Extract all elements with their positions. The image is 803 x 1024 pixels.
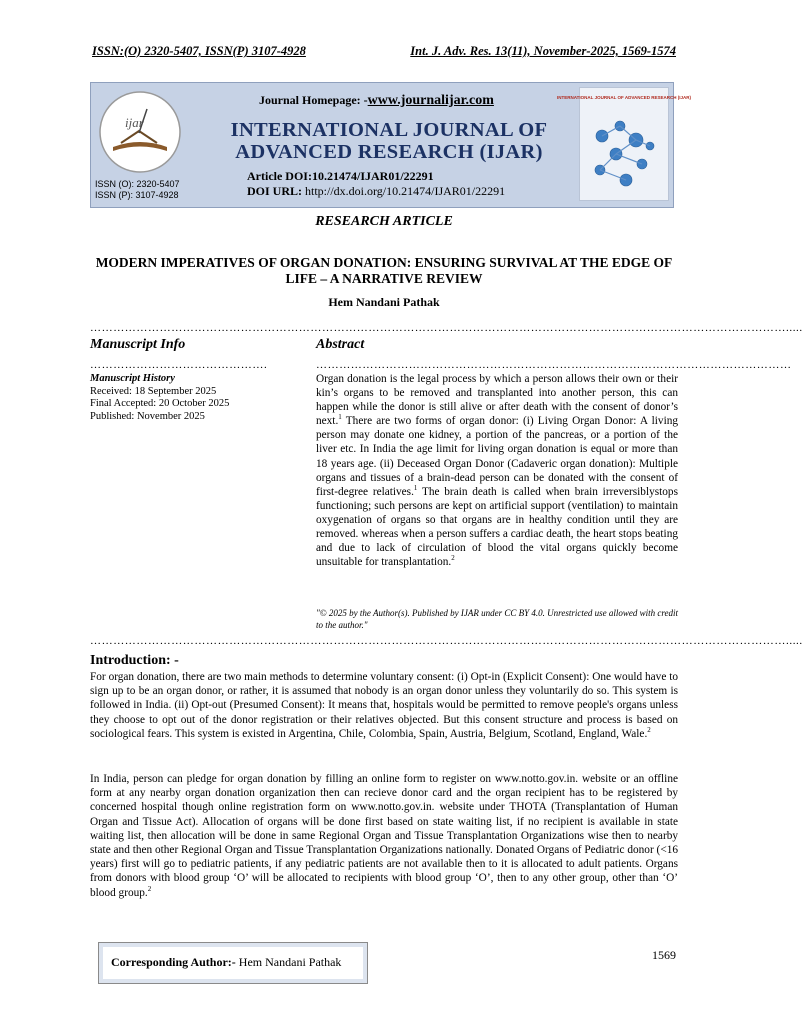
page-number: 1569 [652,948,676,962]
corr-name: Hem Nandani Pathak [235,955,342,969]
abstract-part2: There are two forms of organ donor: (i) Living Organ Donor: A living person may donate one kidney, a portion of the pancreas, or a portion of the liver etc. In India the age limit for living organ donation is equal or more than 18 years age. (ii) Deceased Organ Donor (Cadaveric organ donation): Multiple organs and tissues of a brain-dead person can be donated with the consent of first-degree relatives. [316,415,678,498]
running-header [92,44,676,59]
abstract-ref-2: 2 [451,554,455,563]
journal-title [209,119,569,163]
homepage-label: Journal Homepage: - [259,93,368,107]
journal-logo-icon [95,87,185,177]
intro-ref-b: 2 [147,884,152,893]
received-date: Received: 18 September 2025 [90,385,217,397]
issn-line: ISSN:(O) 2320-5407, ISSN(P) 3107-4928 [92,44,306,58]
abstract-heading: Abstract [316,337,365,352]
journal-title-line1: INTERNATIONAL JOURNAL OF [230,119,548,141]
article-type: RESEARCH ARTICLE [315,214,453,229]
issn-block [95,179,180,201]
divider-left: ………………………………………. [90,359,268,371]
journal-homepage [259,93,494,109]
introduction-paragraph-1 [90,670,678,741]
journal-cover-image [556,87,692,201]
paper-title: MODERN IMPERATIVES OF ORGAN DONATION: ENSURING SURVIVAL AT THE EDGE OF LIFE – A NARRATIVE REVIEW [95,255,673,286]
corresponding-author-box [98,942,368,984]
cover-title: INTERNATIONAL JOURNAL OF ADVANCED RESEARCH (IJAR) [556,95,692,100]
abstract-part1: Organ donation is the legal process by which a person allows their own or their kin’s organs to be removed and transplanted into another person, this can happen while the donor is still alive or after death with the consent of donor’s next. [316,373,678,428]
journal-title-line2: ADVANCED RESEARCH (IJAR) [235,141,543,163]
manuscript-history [90,373,229,423]
doi-url-label: DOI URL: [247,184,303,198]
divider-bottom: ………………………………………………………………………………………………………………………………………………………………..... [90,635,803,647]
citation-line: Int. J. Adv. Res. 13(11), November-2025, 1569-1574 [410,44,676,58]
abstract-ref-1a: 1 [338,413,342,422]
issn-online: ISSN (O): 2320-5407 [95,179,180,189]
doi-block [247,169,505,199]
doi-label: Article DOI: [247,169,312,183]
intro-para2-text: In India, person can pledge for organ donation by filling an online form to register on www.notto.gov.in. website or an offline form at any nearby organ donation organization then can recieve donor card and the organ recipient has to be registered by concerned hospital though online registration form on www.notto.gov.in. website under THOTA (Transplantation of Human Organ and Tissue Act). Allocation of organs will be done first based on state waiting list, if no recipient is available in state waiting list, then allocation will be done in same Regional Organ and Tissue Transplantation Organizations wise then to nearby state and then other Regional Organ and Tissue Transplantation Organizations nationally. Donated Organs of Pediatric donor (<16 years) first will go to pediatric patients, if any pediatric patients are not available then to it is allocated to adult patients. Organs from donors with blood group ‘O’ will be allocated to recipients with blood group ‘O’, then to any other group, other than ‘O’ blood group. [90,773,678,899]
final-accepted-date: Final Accepted: 20 October 2025 [90,398,230,409]
doi-url-link[interactable]: http://dx.doi.org/10.21474/IJAR01/22291 [305,184,506,198]
introduction-paragraph-2 [90,772,678,900]
corr-label: Corresponding Author:- [111,955,236,969]
manuscript-info-heading: Manuscript Info [90,337,186,352]
issn-print: ISSN (P): 3107-4928 [95,190,179,200]
license-note: "© 2025 by the Author(s). Published by IJAR under CC BY 4.0. Unrestricted use allowed with credit to the author." [316,608,678,630]
abstract-part3: The brain death is called when brain irreversiblystops functioning; such persons are kept on artificial support (ventilation) to maintain oxygenation of organs so that organs are in healthy condition until they are removed. whereas when a person suffers a cardiac death, the heart stops beating and due to lack of circulation of blood the vital organs quickly become unsuitable for transplantation. [316,485,678,569]
divider-right: …………………………………………………………………………………………………………… [316,359,792,371]
abstract-ref-1b: 1 [413,483,418,492]
divider-top: ………………………………………………………………………………………………………………………………………………………………..... [90,322,803,334]
intro-para1-text: For organ donation, there are two main methods to determine voluntary consent: (i) Opt-in (Explicit Consent): One would have to sign up to be an organ donor, or rather, it is assumed that nobody is an organ donor unless they voluntarily do so. This system is followed in India. (ii) Opt-out (Presumed Consent): It means that, hospitals would be permitted to remove people's organs unless they choose to opt out of the donor registration or their relatives objected. But this consent structure and process is based on sociological fears. This system is existed in Argentina, Chile, Colombia, Spain, Austria, Belgium, Scotland, England, Wale. [90,671,678,740]
logo-text: ijar [125,115,144,130]
published-date: Published: November 2025 [90,410,205,422]
intro-ref-a: 2 [647,726,651,735]
paper-author: Hem Nandani Pathak [328,295,440,309]
doi-value: 10.21474/IJAR01/22291 [311,169,434,183]
manuscript-history-label: Manuscript History [90,373,175,384]
homepage-link[interactable]: www.journalijar.com [367,93,494,108]
abstract-text [316,372,678,569]
corresponding-author [111,955,341,970]
introduction-heading: Introduction: - [90,653,179,668]
journal-banner [90,82,692,208]
